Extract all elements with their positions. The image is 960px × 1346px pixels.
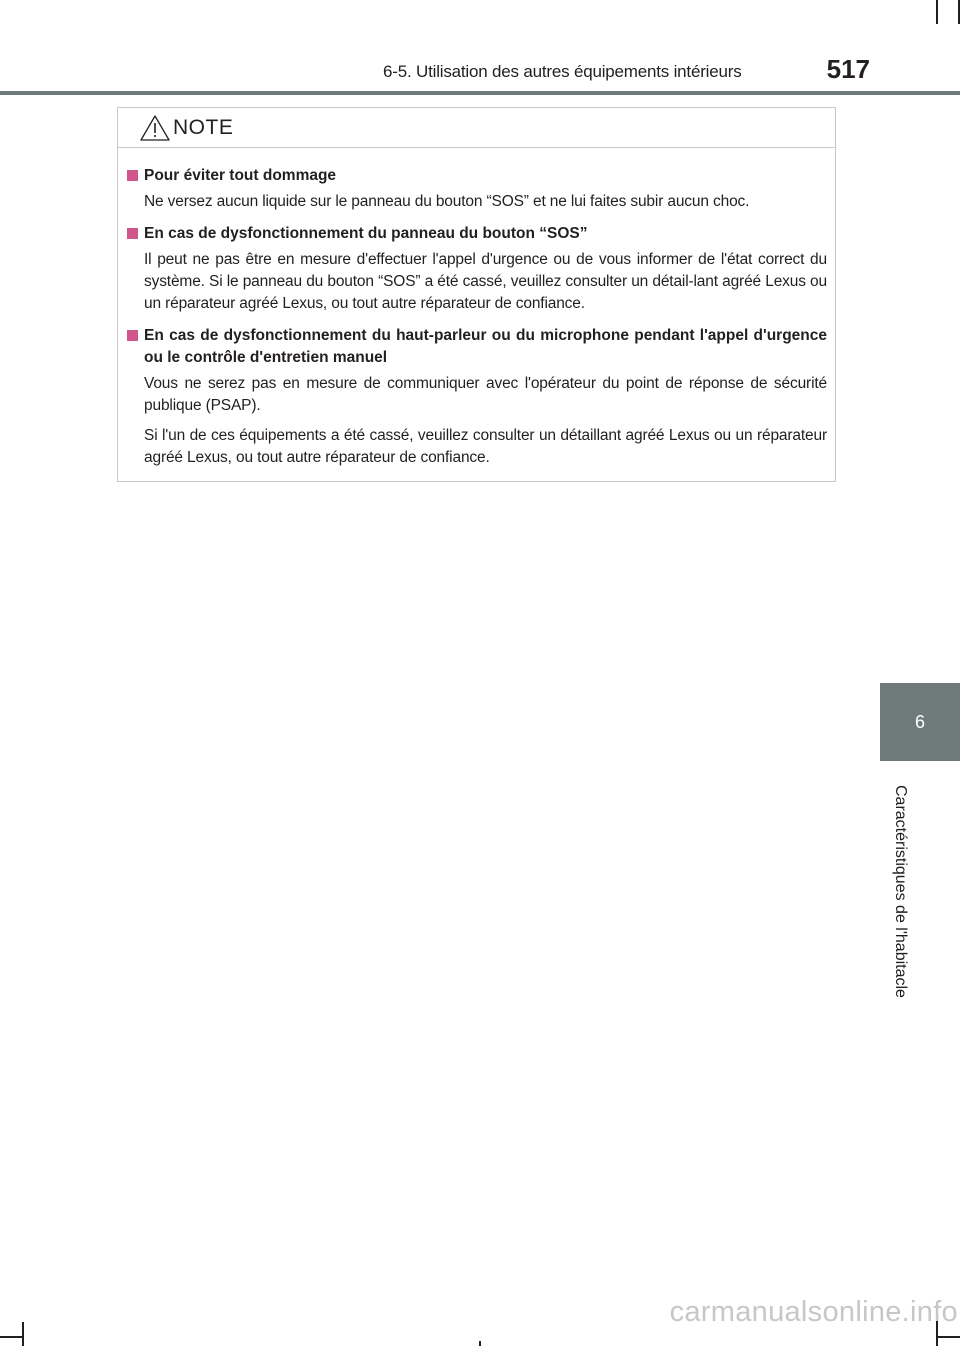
note-item-heading: Pour éviter tout dommage [144, 167, 337, 184]
note-box [117, 107, 836, 482]
note-title: NOTE [173, 115, 234, 139]
crop-mark [938, 1336, 960, 1338]
note-item-paragraph: Si l'un de ces équipements a été cassé, veuillez consulter un détaillant agréé Lexus ou un réparateur agréé Lexus, ou tout autre réparateur de confiance. [144, 427, 827, 466]
note-item [118, 223, 827, 315]
page-number: 517 [826, 54, 870, 84]
note-item-heading: En cas de dysfonctionnement du panneau du bouton “SOS” [144, 225, 588, 242]
square-bullet-icon [127, 228, 138, 239]
warning-triangle-icon [139, 114, 171, 142]
crop-mark [936, 0, 938, 24]
watermark: carmanualsonline.info [669, 1296, 958, 1328]
note-item [118, 325, 827, 469]
note-item-paragraph: Il peut ne pas être en mesure d'effectuer l'appel d'urgence ou de vous informer de l'état correct du système. Si le panneau du bouton “SOS” a été cassé, veuillez consulter un détail-lant agréé Lexus ou un réparateur agréé Lexus, ou tout autre réparateur de confiance. [144, 251, 827, 312]
chapter-title: Caractéristiques de l'habitacle [892, 784, 909, 998]
note-body [118, 148, 835, 469]
square-bullet-icon [127, 330, 138, 341]
crop-mark [22, 1322, 24, 1346]
section-title: 6-5. Utilisation des autres équipements intérieurs [383, 62, 742, 81]
note-header [118, 108, 835, 148]
note-item-paragraph: Ne versez aucun liquide sur le panneau du bouton “SOS” et ne lui faites subir aucun choc. [144, 193, 750, 210]
note-item-paragraph: Vous ne serez pas en mesure de communiquer avec l'opérateur du point de réponse de sécurité publique (PSAP). [144, 375, 827, 414]
note-item-heading: En cas de dysfonctionnement du haut-parleur ou du microphone pendant l'appel d'urgence ou le contrôle d'entretien manuel [144, 327, 827, 366]
crop-mark [0, 1336, 22, 1338]
note-item [118, 165, 827, 213]
chapter-tab[interactable] [880, 683, 960, 761]
chapter-title-vertical [880, 775, 920, 1007]
chapter-number: 6 [914, 711, 925, 732]
header-rule [0, 91, 960, 95]
square-bullet-icon [127, 170, 138, 181]
crop-mark [479, 1341, 481, 1346]
